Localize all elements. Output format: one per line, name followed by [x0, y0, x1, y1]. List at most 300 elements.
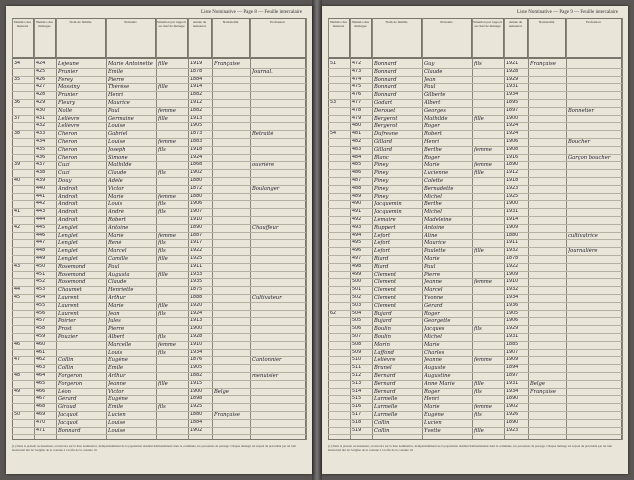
- row-rule: [12, 388, 306, 389]
- cell-pre: Pierre: [108, 326, 125, 333]
- cell-pre: Paul: [424, 263, 436, 270]
- cell-n: 510: [352, 357, 362, 363]
- cell-n: 515: [352, 396, 362, 402]
- cell-n: 461: [36, 349, 46, 355]
- cell-pre: Michel: [424, 334, 442, 340]
- cell-yr: 1934: [506, 295, 519, 300]
- cell-pos: fille: [158, 380, 168, 387]
- cell-yr: 1910: [190, 341, 203, 347]
- cell-pos: fils: [158, 404, 166, 411]
- cell-nom: Forgeron: [58, 380, 83, 387]
- cell-pos: femme: [474, 146, 492, 153]
- cell-n: 490: [352, 201, 362, 207]
- cell-nom: Lemaire: [374, 217, 396, 223]
- cell-yr: 1931: [506, 84, 519, 90]
- cell-pre: Berthe: [424, 146, 442, 153]
- cell-n: 478: [352, 107, 362, 113]
- cell-n: 435: [36, 146, 46, 152]
- cell-n: 485: [352, 162, 362, 168]
- cell-m: 51: [330, 61, 337, 66]
- cell-pre: Louise: [108, 139, 126, 145]
- cell-n: 513: [352, 380, 362, 386]
- cell-yr: 1915: [190, 380, 203, 386]
- cell-yr: 1880: [190, 193, 203, 199]
- cell-pre: Guy: [424, 61, 435, 67]
- cell-yr: 1929: [506, 326, 519, 332]
- cell-yr: 1913: [190, 115, 203, 121]
- cell-pre: Eugène: [108, 357, 128, 364]
- cell-pre: Mathilde: [108, 162, 132, 169]
- cell-n: 491: [352, 209, 362, 215]
- cell-prof: Bonnetier: [568, 107, 594, 114]
- cell-pos: fille: [474, 115, 484, 122]
- column-header: Numéro des maisons: [12, 18, 34, 58]
- cell-pre: Arthur: [108, 373, 126, 379]
- cell-n: 514: [352, 388, 362, 394]
- cell-nom: Prost: [58, 326, 72, 333]
- cell-n: 432: [36, 123, 46, 129]
- row-rule: [12, 91, 306, 92]
- cell-yr: 1923: [506, 185, 519, 191]
- cell-pre: Berthe: [424, 201, 442, 208]
- cell-pre: Louis: [108, 349, 123, 356]
- cell-nom: Forgeron: [58, 373, 83, 379]
- column-header: Année de naissance: [504, 18, 528, 58]
- cell-n: 502: [352, 295, 362, 300]
- cell-pre: Adèle: [108, 178, 123, 184]
- cell-nom: Jacquemin: [374, 201, 402, 208]
- cell-yr: 1900: [506, 201, 519, 207]
- cell-nom: Bujard: [374, 318, 392, 325]
- row-rule: [12, 216, 306, 217]
- cell-pre: Gilberte: [424, 92, 446, 99]
- cell-prof: Journalière: [568, 248, 598, 255]
- row-rule: [12, 263, 306, 264]
- cell-nom: Bonnard: [374, 76, 397, 83]
- cell-m: 38: [14, 131, 21, 137]
- cell-n: 476: [352, 92, 362, 98]
- cell-prof: cultivatrice: [568, 232, 598, 239]
- cell-nom: Piney: [374, 162, 389, 169]
- column-header: Nationalité: [528, 18, 566, 58]
- cell-yr: 1897: [506, 373, 519, 378]
- column-header: Nom de famille: [372, 18, 422, 58]
- cell-pos: fils: [158, 248, 166, 255]
- cell-n: 473: [352, 68, 362, 74]
- cell-n: 426: [36, 76, 46, 82]
- cell-pre: Henriette: [108, 287, 134, 294]
- cell-nat: Belge: [214, 388, 229, 395]
- cell-prof: Cantonnier: [252, 357, 282, 364]
- cell-n: 439: [36, 178, 46, 183]
- cell-nom: Bernard: [374, 373, 396, 379]
- cell-pre: Maurice: [424, 240, 446, 247]
- cell-n: 512: [352, 373, 362, 378]
- cell-nom: Androit: [58, 201, 78, 208]
- cell-yr: 1905: [190, 123, 203, 129]
- cell-nom: Jacquemin: [374, 209, 402, 216]
- column-header: Numéro des maisons: [328, 18, 350, 58]
- cell-pre: Victor: [108, 185, 124, 192]
- cell-pre: Marcel: [424, 287, 443, 294]
- cell-yr: 1909: [506, 224, 519, 230]
- cell-nom: Laurent: [58, 295, 79, 301]
- row-rule: [328, 177, 622, 178]
- cell-n: 516: [352, 404, 362, 410]
- cell-n: 468: [36, 404, 46, 410]
- cell-n: 494: [352, 232, 362, 238]
- cell-pos: fils: [474, 61, 482, 67]
- cell-n: 447: [36, 240, 46, 246]
- cell-nom: Bujard: [374, 310, 392, 317]
- cell-yr: 1916: [506, 154, 519, 160]
- cell-nom: Laurent: [58, 302, 79, 309]
- cell-pos: femme: [158, 232, 176, 239]
- cell-yr: 1888: [190, 295, 203, 300]
- cell-n: 474: [352, 76, 362, 82]
- cell-n: 444: [36, 217, 46, 222]
- cell-pre: Claude: [424, 68, 443, 75]
- cell-yr: 1931: [506, 380, 519, 386]
- row-rule: [328, 419, 622, 420]
- cell-yr: 1880: [190, 412, 203, 417]
- cell-pos: fils: [158, 201, 166, 208]
- cell-nom: Androit: [58, 185, 78, 192]
- cell-yr: 1882: [190, 373, 203, 378]
- cell-pos: fils: [158, 240, 166, 247]
- cell-yr: 1931: [506, 209, 519, 215]
- column-header: Prénoms: [422, 18, 472, 58]
- cell-pre: Jeanne: [424, 279, 442, 286]
- row-rule: [328, 130, 622, 131]
- cell-nom: Collin: [58, 365, 74, 372]
- cell-yr: 1890: [506, 162, 519, 168]
- cell-yr: 1926: [506, 412, 519, 417]
- cell-yr: 1898: [190, 396, 203, 402]
- cell-n: 479: [352, 115, 362, 121]
- cell-nom: Boulin: [374, 334, 391, 340]
- cell-yr: 1906: [506, 139, 519, 144]
- cell-nom: Collin: [374, 419, 390, 426]
- cell-yr: 1905: [506, 310, 519, 316]
- cell-pre: Marie: [424, 341, 440, 348]
- cell-yr: 1925: [190, 256, 203, 261]
- cell-pre: Marcel: [108, 248, 127, 255]
- cell-pos: fils: [474, 388, 482, 395]
- cell-n: 454: [36, 295, 46, 300]
- cell-pre: Pierre: [108, 76, 125, 83]
- cell-yr: 1928: [506, 68, 519, 74]
- cell-n: 462: [36, 357, 46, 363]
- cell-yr: 1912: [506, 170, 519, 176]
- cell-pre: Roger: [424, 310, 440, 317]
- cell-nom: Lelièvre: [58, 115, 80, 122]
- cell-pre: Lucien: [108, 412, 126, 418]
- cell-m: 43: [14, 263, 21, 269]
- cell-n: 497: [352, 256, 362, 261]
- cell-n: 518: [352, 419, 362, 425]
- cell-nom: Piney: [374, 170, 389, 177]
- cell-nom: Dufresne: [374, 131, 399, 138]
- cell-n: 434: [36, 139, 46, 144]
- cell-pre: Roger: [424, 154, 440, 161]
- row-rule: [12, 411, 306, 412]
- cell-nat: Française: [530, 61, 556, 67]
- cell-pre: Jean: [108, 310, 120, 317]
- cell-nom: Jacquot: [58, 419, 78, 426]
- page-header: Liste Nominative — Page 9 — Feuille intercalaire: [517, 10, 618, 15]
- cell-pre: Georges: [424, 107, 446, 114]
- cell-n: 506: [352, 326, 362, 332]
- cell-n: 429: [36, 100, 46, 105]
- cell-n: 517: [352, 412, 362, 417]
- cell-n: 459: [36, 334, 46, 339]
- cell-n: 450: [36, 263, 46, 269]
- cell-m: 35: [14, 76, 21, 82]
- cell-yr: 1890: [190, 224, 203, 230]
- cell-yr: 1922: [190, 248, 203, 254]
- cell-nom: Bernard: [374, 380, 396, 387]
- cell-nom: Piney: [374, 193, 389, 200]
- cell-n: 457: [36, 318, 46, 324]
- cell-nom: Lejeune: [58, 61, 79, 67]
- cell-yr: 1924: [506, 131, 519, 137]
- cell-yr: 1900: [190, 326, 203, 332]
- cell-nom: Lenglet: [58, 256, 78, 262]
- cell-n: 446: [36, 232, 46, 238]
- cell-yr: 1918: [506, 178, 519, 183]
- cell-n: 443: [36, 209, 46, 215]
- row-rule: [328, 68, 622, 69]
- cell-nom: Bergerot: [374, 123, 398, 130]
- cell-n: 440: [36, 185, 46, 191]
- cell-pre: Louise: [108, 427, 126, 434]
- cell-pos: fille: [474, 170, 484, 177]
- cell-pos: fille: [158, 302, 168, 309]
- page-footnote: (1) Dans le présent recensement, on inscrira sur la liste nominative, indépendamment de la population résidant habituellement dans la commune, les personnes de passage. Chaque ménage est séparé du précédent par un trait horizontal tiré de l'origine de la colonne 2 à la fin de la colonne 10.: [328, 444, 613, 452]
- cell-pos: femme: [474, 162, 492, 169]
- cell-pos: fille: [474, 427, 484, 434]
- cell-pre: Robert: [108, 217, 126, 223]
- cell-pre: Henri: [424, 396, 440, 403]
- row-rule: [328, 302, 622, 303]
- cell-yr: 1902: [506, 404, 519, 410]
- page-footnote: (1) Dans le présent recensement, on inscrira sur la liste nominative, indépendamment de la population résidant habituellement dans la commune, les personnes de passage. Chaque ménage est séparé du précédent par un trait horizontal tiré de l'origine de la colonne 2 à la fin de la colonne 10.: [12, 444, 297, 452]
- cell-yr: 1924: [190, 154, 203, 160]
- cell-pre: Marie: [424, 162, 440, 169]
- cell-pos: fille: [158, 61, 168, 67]
- book-gutter: [312, 0, 322, 480]
- cell-prof: Cultivateur: [252, 295, 282, 301]
- row-rule: [12, 154, 306, 155]
- cell-pre: Albert: [424, 100, 441, 106]
- cell-n: 467: [36, 396, 46, 402]
- cell-nom: Chaumet: [58, 287, 82, 294]
- cell-pre: Antoine: [108, 224, 129, 231]
- cell-n: 428: [36, 92, 46, 98]
- cell-pre: Augustine: [424, 373, 451, 379]
- cell-pre: Camille: [108, 256, 129, 262]
- cell-n: 431: [36, 115, 46, 121]
- cell-nom: Collin: [374, 427, 390, 434]
- cell-nom: Brunel: [374, 365, 392, 372]
- cell-n: 455: [36, 302, 46, 308]
- cell-n: 456: [36, 310, 46, 316]
- cell-nom: Godart: [374, 100, 393, 106]
- cell-nom: Prunier: [58, 92, 78, 99]
- cell-n: 505: [352, 318, 362, 324]
- cell-pre: Louis: [108, 201, 123, 208]
- cell-pos: femme: [474, 357, 492, 364]
- cell-yr: 1884: [190, 76, 203, 82]
- cell-nom: Lenglet: [58, 248, 78, 255]
- cell-nat: Belge: [530, 380, 545, 387]
- cell-yr: 1914: [190, 84, 203, 90]
- cell-m: 46: [14, 341, 21, 347]
- cell-pos: fille: [158, 115, 168, 122]
- row-rule: [328, 310, 622, 311]
- cell-nom: Pouzier: [58, 334, 78, 340]
- cell-yr: 1882: [190, 107, 203, 113]
- cell-n: 449: [36, 256, 46, 261]
- cell-pre: Albert: [108, 334, 125, 340]
- column-header: Numéro des ménages: [350, 18, 372, 58]
- cell-nom: Androit: [58, 217, 78, 223]
- cell-yr: 1909: [506, 271, 519, 277]
- cell-n: 496: [352, 248, 362, 254]
- cell-m: 45: [14, 295, 21, 300]
- cell-pre: Mathilde: [424, 115, 448, 122]
- cell-n: 460: [36, 341, 46, 347]
- row-rule: [328, 294, 622, 295]
- cell-n: 500: [352, 279, 362, 285]
- cell-n: 452: [36, 279, 46, 285]
- cell-pos: fils: [158, 209, 166, 216]
- cell-n: 437: [36, 162, 46, 168]
- cell-pre: Robert: [424, 131, 442, 138]
- row-rule: [328, 271, 622, 272]
- cell-m: 44: [14, 287, 21, 293]
- column-header: Numéro des ménages: [34, 18, 56, 58]
- cell-pre: Michel: [424, 193, 442, 200]
- cell-n: 448: [36, 248, 46, 254]
- row-rule: [328, 395, 622, 396]
- cell-nom: Gillard: [374, 146, 393, 153]
- row-rule: [328, 208, 622, 209]
- cell-prof: Retraité: [252, 131, 274, 138]
- cell-m: 62: [330, 310, 337, 316]
- cell-n: 469: [36, 412, 46, 417]
- cell-yr: 1909: [506, 357, 519, 363]
- cell-n: 519: [352, 427, 362, 433]
- cell-pre: Marie: [108, 193, 124, 200]
- cell-pos: fils: [158, 349, 166, 356]
- cell-nom: Riard: [374, 263, 389, 270]
- cell-pos: femme: [474, 279, 492, 286]
- cell-yr: 1902: [190, 170, 203, 176]
- cell-n: 508: [352, 341, 362, 347]
- cell-yr: 1887: [190, 232, 203, 238]
- cell-n: 470: [36, 419, 46, 425]
- cell-pre: Marie: [108, 302, 124, 309]
- cell-nom: Bonnard: [374, 92, 397, 99]
- cell-pre: Anne Marie: [424, 380, 455, 387]
- cell-nom: Rosemond: [58, 279, 86, 286]
- cell-pre: Marie: [424, 404, 440, 411]
- cell-n: 486: [352, 170, 362, 176]
- cell-n: 472: [352, 61, 362, 66]
- cell-yr: 1890: [506, 396, 519, 402]
- column-header: Situation par rapport au chef de ménage: [156, 18, 188, 58]
- cell-yr: 1902: [190, 427, 203, 433]
- cell-nom: Clement: [374, 279, 397, 286]
- cell-pre: Paul: [108, 107, 120, 114]
- cell-nom: Ferey: [58, 76, 73, 83]
- cell-n: 509: [352, 349, 362, 355]
- row-rule: [12, 286, 306, 287]
- row-rule: [328, 255, 622, 256]
- row-rule: [328, 76, 622, 77]
- cell-pos: fils: [158, 170, 166, 177]
- row-rule: [12, 395, 306, 396]
- cell-pre: Thérèse: [108, 84, 130, 91]
- cell-nom: Lelièvre: [374, 357, 396, 364]
- row-rule: [12, 419, 306, 420]
- cell-n: 441: [36, 193, 46, 199]
- cell-n: 489: [352, 193, 362, 199]
- cell-m: 53: [330, 100, 337, 105]
- cell-yr: 1921: [506, 61, 519, 66]
- cell-pre: Emile: [108, 365, 124, 372]
- row-rule: [12, 122, 306, 123]
- row-rule: [328, 216, 622, 217]
- cell-pre: Gabriel: [108, 131, 128, 138]
- cell-pre: Louise: [108, 419, 126, 426]
- cell-pre: Marcelle: [108, 341, 132, 348]
- row-rule: [12, 76, 306, 77]
- cell-nom: Mossiny: [58, 84, 80, 91]
- cell-yr: 1872: [190, 185, 203, 191]
- cell-yr: 1932: [506, 248, 519, 254]
- cell-nom: Androit: [58, 193, 78, 200]
- cell-m: 36: [14, 100, 21, 105]
- census-page-right: [322, 6, 628, 474]
- cell-m: 49: [14, 388, 21, 394]
- cell-yr: 1897: [506, 107, 519, 113]
- cell-pre: Marie: [108, 232, 124, 239]
- cell-nom: Cuzi: [58, 162, 70, 169]
- cell-pre: Augusta: [108, 271, 130, 278]
- cell-yr: 1880: [190, 178, 203, 183]
- cell-nom: Giraud: [58, 404, 77, 411]
- cell-pos: fille: [158, 84, 168, 91]
- cell-yr: 1928: [190, 334, 203, 339]
- row-rule: [12, 434, 306, 435]
- cell-pre: Henri: [108, 92, 124, 99]
- cell-n: 463: [36, 365, 46, 371]
- cell-pos: fils: [158, 310, 166, 317]
- cell-pre: Jules: [108, 318, 121, 325]
- cell-n: 424: [36, 61, 46, 66]
- cell-yr: 1908: [506, 146, 519, 152]
- cell-pre: Arthur: [108, 295, 126, 301]
- cell-nom: Laurent: [58, 310, 79, 317]
- cell-nom: Clement: [374, 271, 397, 278]
- cell-nom: Laffond: [374, 349, 394, 356]
- cell-yr: 1905: [190, 365, 203, 371]
- cell-n: 493: [352, 224, 362, 230]
- cell-nom: Bonnard: [374, 84, 397, 91]
